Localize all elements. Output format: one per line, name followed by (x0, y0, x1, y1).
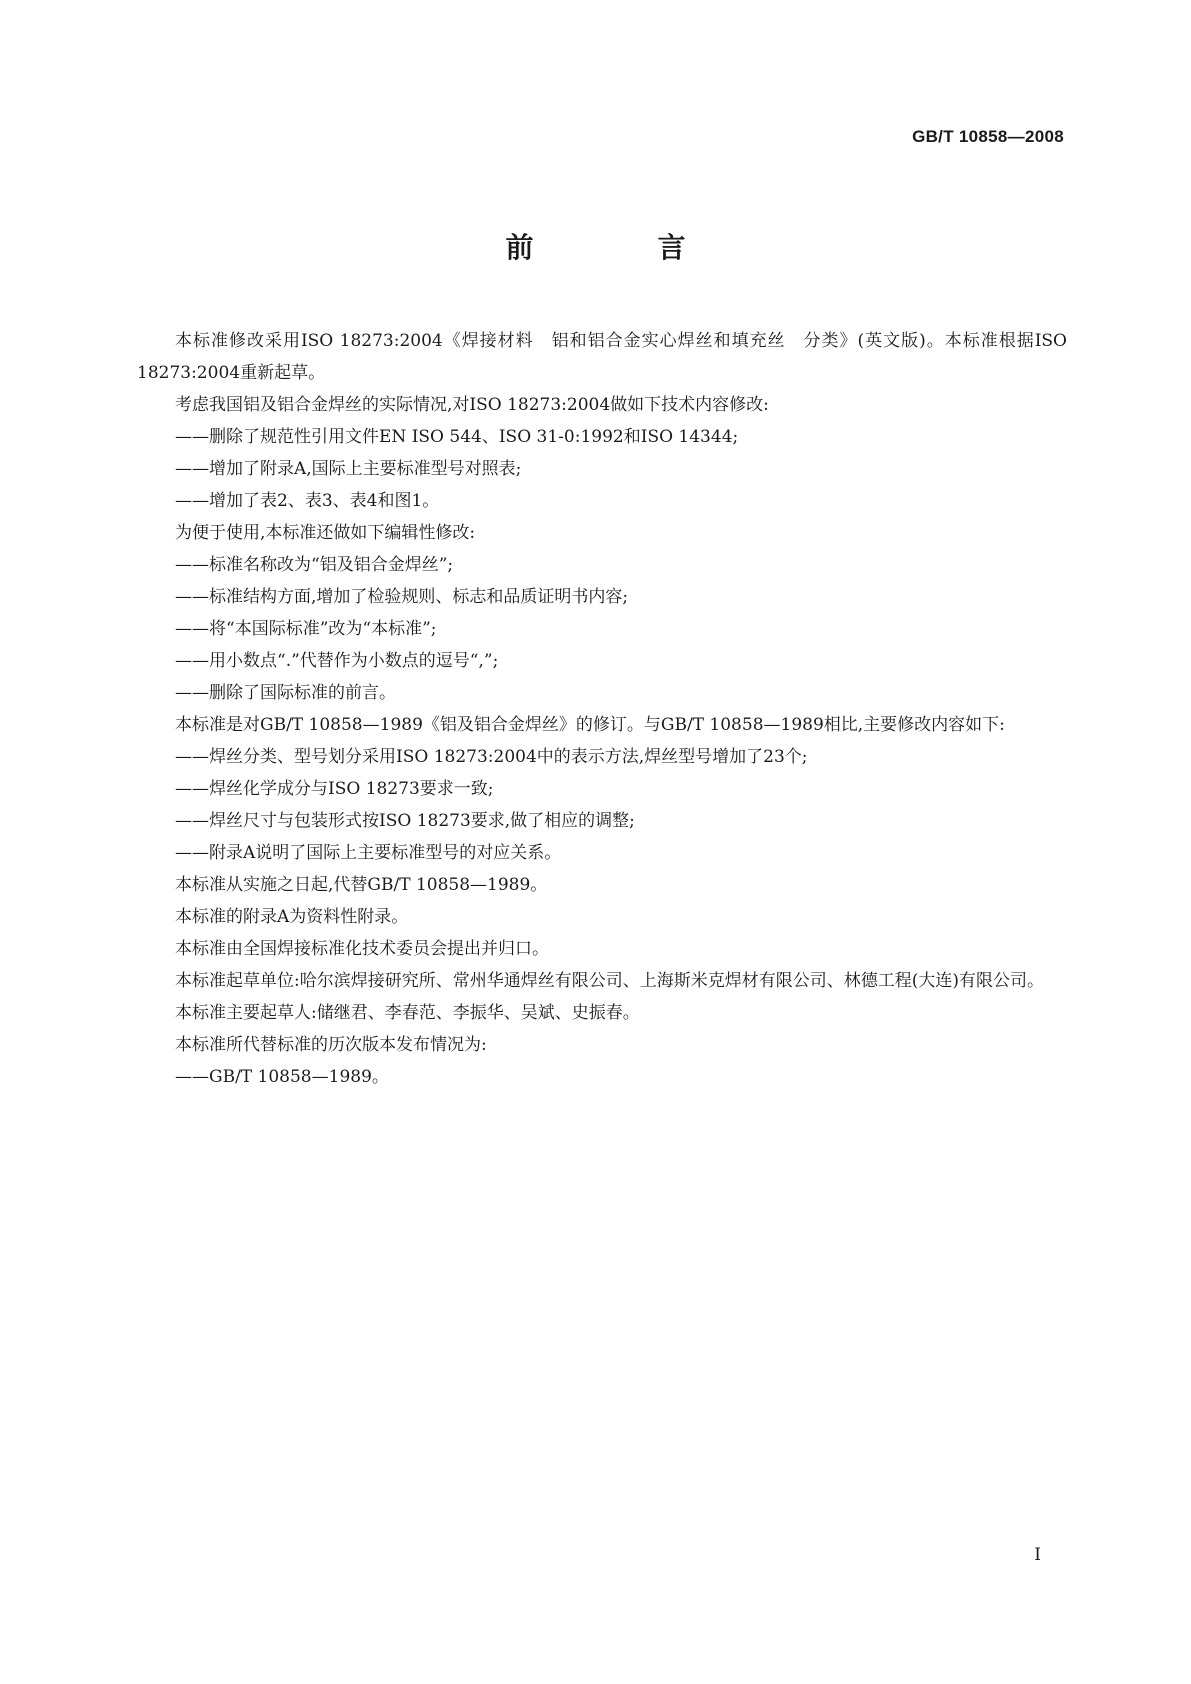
list-item: ——标准名称改为“铝及铝合金焊丝”; (175, 555, 454, 575)
page-title: 前 言 (505, 231, 734, 264)
list-item: ——焊丝分类、型号划分采用ISO 18273:2004中的表示方法,焊丝型号增加了23个; (175, 747, 808, 767)
list-item: ——将“本国际标准”改为“本标准”; (175, 619, 437, 639)
standard-number: GB/T 10858—2008 (912, 127, 1064, 146)
paragraph: 为便于使用,本标准还做如下编辑性修改: (175, 523, 476, 543)
list-item: ——删除了规范性引用文件EN ISO 544、ISO 31-0:1992和ISO 14344; (175, 427, 739, 447)
paragraph: 本标准由全国焊接标准化技术委员会提出并归口。 (175, 939, 549, 959)
paragraph: 本标准是对GB/T 10858—1989《铝及铝合金焊丝》的修订。与GB/T 10858—1989相比,主要修改内容如下: (175, 715, 1005, 735)
list-item: ——附录A说明了国际上主要标准型号的对应关系。 (175, 843, 562, 863)
list-item: ——焊丝尺寸与包装形式按ISO 18273要求,做了相应的调整; (175, 811, 635, 831)
list-item: ——删除了国际标准的前言。 (175, 683, 396, 703)
list-item: ——增加了附录A,国际上主要标准型号对照表; (175, 459, 522, 479)
paragraph: 本标准的附录A为资料性附录。 (175, 907, 409, 927)
list-item: ——焊丝化学成分与ISO 18273要求一致; (175, 779, 494, 799)
paragraph: 本标准修改采用ISO 18273:2004《焊接材料 铝和铝合金实心焊丝和填充丝 分类》(英文版)。本标准根据ISO 18273:2004重新起草。 (137, 331, 1067, 383)
paragraph: 本标准起草单位:哈尔滨焊接研究所、常州华通焊丝有限公司、上海斯米克焊材有限公司、林德工程(大连)有限公司。 (175, 971, 1044, 991)
paragraph: 本标准从实施之日起,代替GB/T 10858—1989。 (175, 875, 548, 895)
list-item: ——增加了表2、表3、表4和图1。 (175, 491, 440, 511)
paragraph: 本标准主要起草人:储继君、李春范、李振华、吴斌、史振春。 (175, 1003, 640, 1023)
paragraph: 本标准所代替标准的历次版本发布情况为: (175, 1035, 487, 1055)
foreword-body (137, 325, 1067, 1093)
list-item: ——GB/T 10858—1989。 (175, 1067, 389, 1087)
list-item: ——用小数点“.”代替作为小数点的逗号“,”; (175, 651, 499, 671)
page-number: I (1034, 1545, 1041, 1565)
list-item: ——标准结构方面,增加了检验规则、标志和品质证明书内容; (175, 587, 629, 607)
paragraph: 考虑我国铝及铝合金焊丝的实际情况,对ISO 18273:2004做如下技术内容修改: (175, 395, 769, 415)
